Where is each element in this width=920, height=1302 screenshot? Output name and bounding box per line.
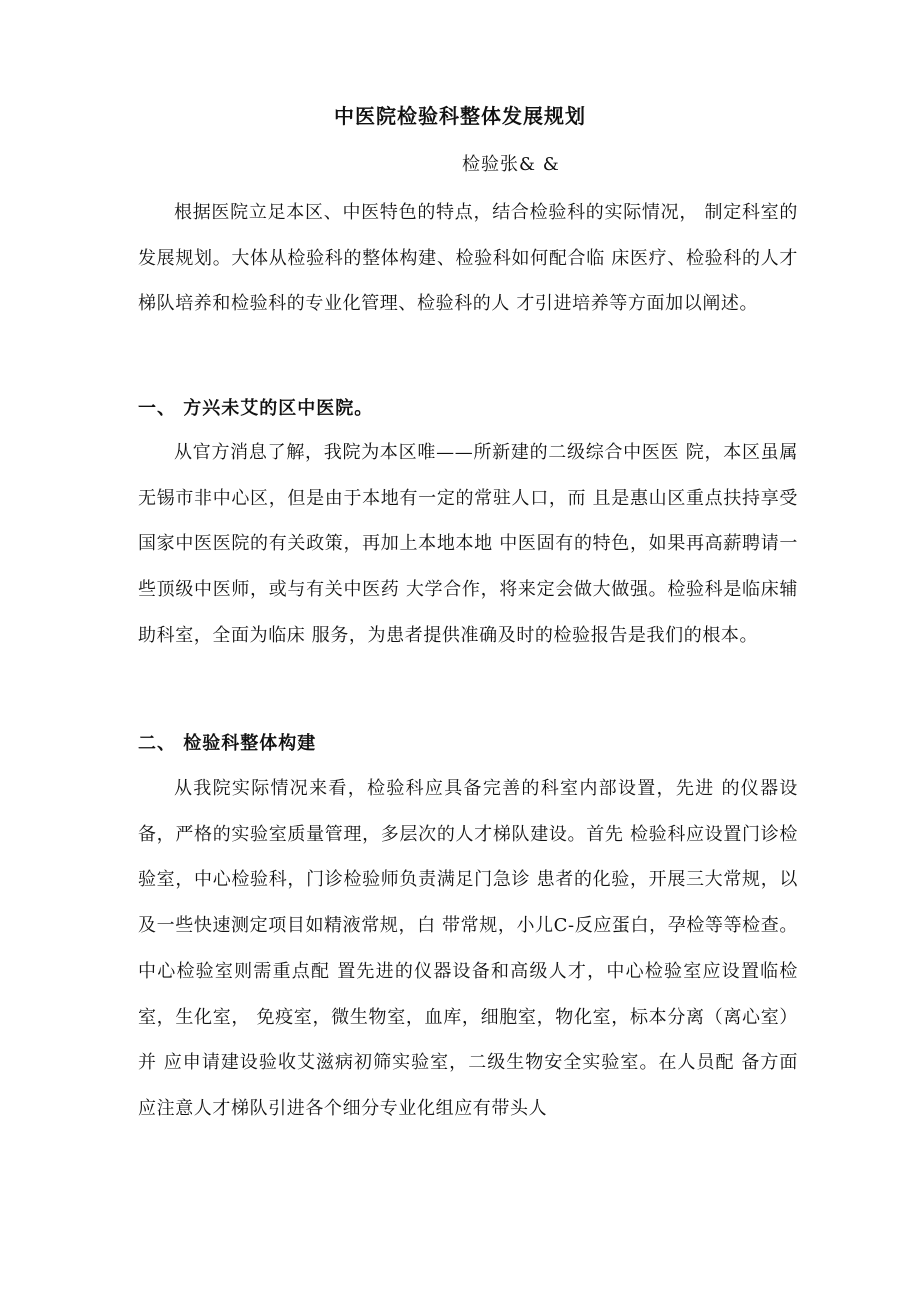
document-title: 中医院检验科整体发展规划: [334, 104, 586, 128]
section-2-heading: 二、 检验科整体构建: [138, 733, 317, 754]
section-1-paragraph: 从官方消息了解，我院为本区唯——所新建的二级综合中医医 院，本区虽属无锡市非中心区，但是由于本地有一定的常驻人口，而 且是惠山区重点扶持享受国家中医医院的有关政策，再加上本地本地 中医固有的特色，如果再高薪聘请一些顶级中医师，或与有关中医药 大学合作，将来定会做大做强。检验科是临床辅助科室，全面为临床 服务，为患者提供准确及时的检验报告是我们的根本。: [138, 442, 798, 646]
section-1-heading: 一、 方兴未艾的区中医院。: [138, 398, 374, 419]
document-author: 检验张& &: [462, 154, 560, 175]
intro-paragraph: 根据医院立足本区、中医特色的特点，结合检验科的实际情况， 制定科室的发展规划。大体从检验科的整体构建、检验科如何配合临 床医疗、检验科的人才梯队培养和检验科的专业化管理、检验科的人 才引进培养等方面加以阐述。: [138, 202, 798, 315]
section-2-paragraph: 从我院实际情况来看，检验科应具备完善的科室内部设置，先进 的仪器设备，严格的实验室质量管理，多层次的人才梯队建设。首先 检验科应设置门诊检验室，中心检验科，门诊检验师负责满足门急诊 患者的化验，开展三大常规，以及一些快速测定项目如精液常规，白 带常规，小儿C-反应蛋白，孕检等等检查。中心检验室则需重点配 置先进的仪器设备和高级人才，中心检验室应设置临检室，生化室， 免疫室，微生物室，血库，细胞室，物化室，标本分离（离心室）并 应申请建设验收艾滋病初筛实验室，二级生物安全实验室。在人员配 备方面应注意人才梯队引进各个细分专业化组应有带头人: [138, 778, 798, 1119]
